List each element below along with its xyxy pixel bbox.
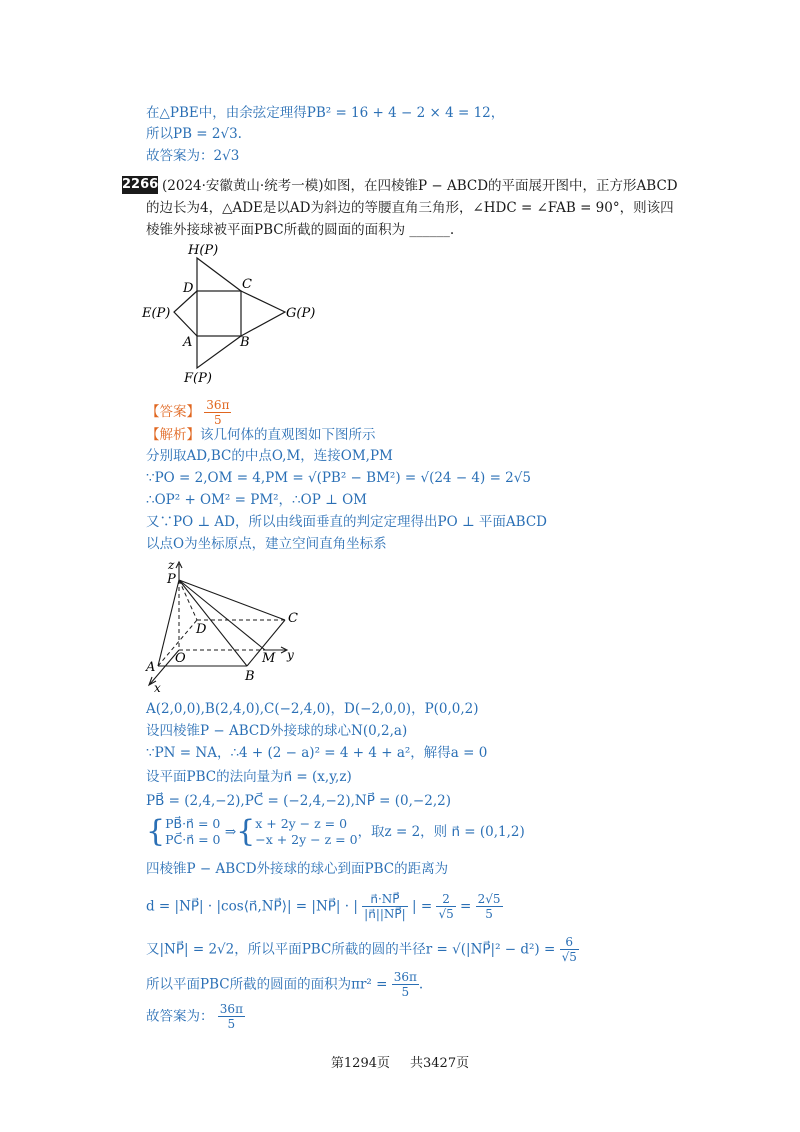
label-A: A	[183, 335, 193, 350]
solution-text: 四棱锥P − ABCD外接球的球心到面PBC的距离为	[146, 861, 449, 877]
label-C: C	[288, 611, 298, 626]
label-y: y	[287, 648, 294, 662]
text-line: 故答案为：2√3	[146, 148, 240, 164]
net-figure	[140, 240, 330, 390]
solution-text: ∴OP² + OM² = PM²，∴OP ⊥ OM	[146, 492, 367, 508]
label-G: G(P)	[286, 306, 316, 321]
problem-text: 的边长为4，△ADE是以AD为斜边的等腰直角三角形，∠HDC = ∠FAB = 90°，则该四	[146, 200, 674, 216]
label-A: A	[146, 660, 156, 675]
text-line: 在△PBE中，由余弦定理得PB² = 16 + 4 − 2 × 4 = 12，	[146, 105, 505, 121]
page-total: 共3427页	[410, 1056, 470, 1071]
solution-text: PB⃗ = (2,4,−2),PC⃗ = (−2,4,−2),NP⃗ = (0,−2,2)	[146, 793, 451, 809]
answer-fraction: $\frac{36\pi}{5}$	[206, 398, 230, 427]
answer-label: 【答案】	[146, 404, 200, 420]
solution-text: 分别取AD,BC的中点O,M，连接OM,PM	[146, 448, 393, 464]
final-answer: 故答案为： $\frac{36\pi}{5}$	[146, 1002, 243, 1031]
label-x: x	[154, 681, 161, 695]
problem-text: 棱锥外接球被平面PBC所截的圆面的面积为 ______.	[146, 222, 455, 238]
problem-text: (2024·安徽黄山·统考一模)如图，在四棱锥P − ABCD的平面展开图中，正方形ABCD	[162, 178, 678, 194]
distance-formula: d = |NP⃗| · |cos⟨n⃗,NP⃗⟩| = |NP⃗| · | $\frac{n⃗\cdot NP⃗}{|n⃗||NP⃗|}$ | = $\frac{2}{√5}$ = $\frac{2√5}{5}$	[146, 892, 501, 921]
page-number: 第1294页	[330, 1056, 390, 1071]
problem-number: 2266	[122, 177, 159, 192]
solution-label: 【解析】	[146, 427, 200, 443]
solution-text: A(2,0,0),B(2,4,0),C(−2,4,0)，D(−2,0,0)，P(0,0,2)	[146, 701, 479, 717]
label-D: D	[183, 281, 194, 296]
radius-line: 又|NP⃗| = 2√2，所以平面PBC所截的圆的半径r = √(|NP⃗|² − d²) = $\frac{6}{√5}$	[146, 935, 577, 964]
text-line: 所以PB = 2√3.	[146, 126, 242, 142]
label-F: F(P)	[184, 371, 212, 386]
solution-text: 设平面PBC的法向量为n⃗ = (x,y,z)	[146, 769, 352, 785]
solution-text: ∵PO = 2,OM = 4,PM = √(PB² − BM²) = √(24 − 4) = 2√5	[146, 470, 531, 486]
label-M: M	[262, 651, 276, 666]
answer-line	[146, 398, 231, 427]
solution-text: ∵PN = NA，∴4 + (2 − a)² = 4 + 4 + a²，解得a = 0	[146, 745, 488, 761]
equation-system: { PB⃗·n⃗ = 0 PC⃗·n⃗ = 0 ⇒{ x + 2y − z = 0 −x + 2y − z = 0 ，取z = 2，则 n⃗ = (0,1,2)	[146, 814, 525, 849]
page-footer	[0, 1052, 800, 1071]
label-D: D	[196, 622, 207, 637]
label-H: H(P)	[188, 243, 219, 258]
solution-text: 以点O为坐标原点，建立空间直角坐标系	[146, 536, 387, 552]
solution-text: 设四棱锥P − ABCD外接球的球心N(0,2,a)	[146, 723, 408, 739]
solution-line	[146, 426, 376, 444]
label-E: E(P)	[142, 306, 171, 321]
label-B: B	[245, 669, 255, 684]
label-z: z	[168, 558, 175, 572]
area-line: 所以平面PBC所截的圆面的面积为πr² = $\frac{36\pi}{5}$ .	[146, 970, 424, 999]
label-O: O	[175, 651, 186, 666]
label-P: P	[167, 572, 176, 587]
label-C: C	[242, 277, 252, 292]
solution-text: 又∵PO ⊥ AD，所以由线面垂直的判定定理得出PO ⊥ 平面ABCD	[146, 514, 548, 530]
label-B: B	[240, 335, 250, 350]
pyramid-figure	[140, 556, 310, 696]
solution-text: 该几何体的直观图如下图所示	[200, 427, 376, 443]
